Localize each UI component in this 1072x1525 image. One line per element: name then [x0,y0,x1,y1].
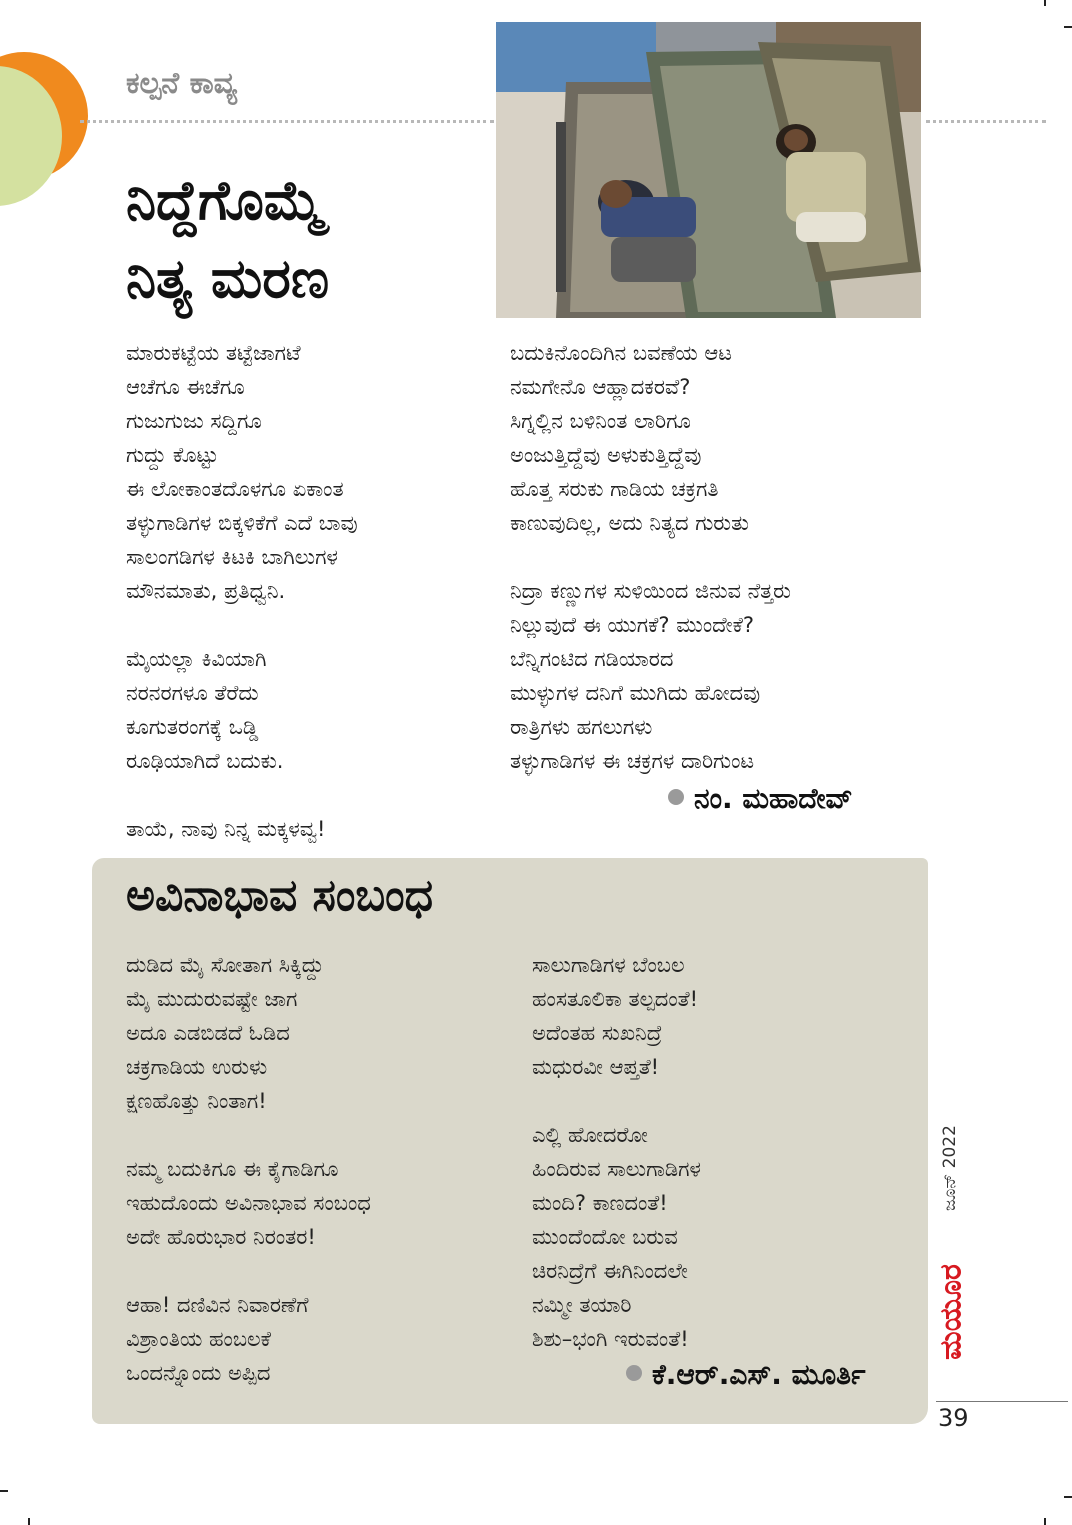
poem2-author [626,1358,866,1392]
poem1-author-name: ನಂ. ಮಹಾದೇವ್ [694,782,853,815]
issue-date: ಜೂನ್ 2022 [940,1125,960,1211]
section-label: ಕಲ್ಪನೆ ಕಾವ್ಯ [126,66,238,101]
photo-men-sleeping-in-carts [496,22,921,318]
dotted-divider-right [926,120,1046,123]
crop-mark-bottom-right [1044,1518,1046,1525]
author-bullet-icon [626,1365,642,1381]
author-bullet-icon [668,789,684,805]
poem1-title-line-2: ನಿತ್ಯ ಮರಣ [126,247,330,310]
page-number-rule [936,1401,1068,1402]
poem1-column-2: ಬದುಕಿನೊಂದಿಗಿನ ಬವಣೆಯ ಆಟ ನಮಗೇನೊ ಆಹ್ಲಾದಕರವೆ? ಸಿಗ್ನಲ್ಲಿನ ಬಳಿನಿಂತ ಲಾರಿಗೂ ಅಂಜುತ್ತಿದ್ದೆವು ಅಳುಕುತ್ತಿದ್ದೆವು ಹೊತ್ತ ಸರುಕು ಗಾಡಿಯ ಚಕ್ರಗತಿ ಕಾಣುವುದಿಲ್ಲ, ಅದು ನಿತ್ಯದ ಗುರುತು ನಿದ್ರಾ ಕಣ್ಣುಗಳ ಸುಳಿಯಿಂದ ಜಿನುವ ನೆತ್ತರು ನಿಲ್ಲುವುದೆ ಈ ಯುಗಕೆ? ಮುಂದೇಕೆ? ಬೆನ್ನಿಗಂಟಿದ ಗಡಿಯಾರದ ಮುಳ್ಳುಗಳ ದನಿಗೆ ಮುಗಿದು ಹೋದವು ರಾತ್ರಿಗಳು ಹಗಲುಗಳು ತಳ್ಳುಗಾಡಿಗಳ ಈ ಚಕ್ರಗಳ ದಾರಿಗುಂಟ [510,341,791,773]
poem1-title-line-1: ನಿದ್ದೆಗೊಮ್ಮೆ [126,169,325,232]
poem2-column-1: ದುಡಿದ ಮೈ ಸೋತಾಗ ಸಿಕ್ಕಿದ್ದು ಮೈ ಮುದುರುವಷ್ಟೇ ಜಾಗ ಅದೂ ಎಡಬಿಡದೆ ಓಡಿದ ಚಕ್ರಗಾಡಿಯ ಉರುಳು ಕ್ಷಣಹೊತ್ತು ನಿಂತಾಗ! ನಮ್ಮ ಬದುಕಿಗೂ ಈ ಕೈಗಾಡಿಗೂ ಇಹುದೊಂದು ಅವಿನಾಭಾವ ಸಂಬಂಧ ಅದೇ ಹೊರುಭಾರ ನಿರಂತರ! ಆಹಾ! ದಣಿವಿನ ನಿವಾರಣೆಗೆ ವಿಶ್ರಾಂತಿಯ ಹಂಬಲಕೆ ಒಂದನ್ನೊಂದು ಅಪ್ಪಿದ [126,953,371,1385]
magazine-logo: ಮಯೂರ [933,1264,969,1360]
poem1-author [668,782,853,816]
poem2-title: ಅವಿನಾಭಾವ ಸಂಬಂಧ [126,870,434,921]
crop-mark-bottom-left [28,1518,30,1525]
photo-illustration [496,22,921,318]
crop-mark-left-bottom [0,1490,8,1492]
dotted-divider-left [80,120,494,123]
page-number: 39 [938,1404,969,1432]
crop-mark-top-right [1044,0,1046,6]
poem2-column-2: ಸಾಲುಗಾಡಿಗಳ ಬೆಂಬಲ ಹಂಸತೂಲಿಕಾ ತಲ್ಪದಂತೆ! ಅದೆಂತಹ ಸುಖನಿದ್ರೆ ಮಧುರವೀ ಆಪ್ತತೆ! ಎಲ್ಲಿ ಹೋದರೋ ಹಿಂದಿರುವ ಸಾಲುಗಾಡಿಗಳ ಮಂದಿ? ಕಾಣದಂತೆ! ಮುಂದೆಂದೋ ಬರುವ ಚಿರನಿದ್ರೆಗೆ ಈಗಿನಿಂದಲೇ ನಮ್ಮೀ ತಯಾರಿ ಶಿಶು–ಭಂಗಿ ಇರುವಂತೆ! [532,953,701,1351]
crop-mark-right-top [1064,26,1072,28]
poem2-author-name: ಕೆ.ಆರ್.ಎಸ್. ಮೂರ್ತಿ [652,1358,866,1391]
poem1-title [126,162,329,318]
crop-mark-right-bottom [1064,1496,1072,1498]
poem1-column-1: ಮಾರುಕಟ್ಟೆಯ ತಟ್ಟೆಜಾಗಟೆ ಆಚೆಗೂ ಈಚೆಗೂ ಗುಜುಗುಜು ಸದ್ದಿಗೂ ಗುದ್ದು ಕೊಟ್ಟು ಈ ಲೋಕಾಂತದೊಳಗೂ ಏಕಾಂತ ತಳ್ಳುಗಾಡಿಗಳ ಬಿಕ್ಕಳಿಕೆಗೆ ಎದೆ ಬಾವು ಸಾಲಂಗಡಿಗಳ ಕಿಟಕಿ ಬಾಗಿಲುಗಳ ಮೌನಮಾತು, ಪ್ರತಿಧ್ವನಿ. ಮೈಯಲ್ಲಾ ಕಿವಿಯಾಗಿ ನರನರಗಳೂ ತೆರೆದು ಕೂಗುತರಂಗಕ್ಕೆ ಒಡ್ಡಿ ರೂಢಿಯಾಗಿದೆ ಬದುಕು. ತಾಯೆ, ನಾವು ನಿನ್ನ ಮಕ್ಕಳವ್ವ! [126,341,358,841]
